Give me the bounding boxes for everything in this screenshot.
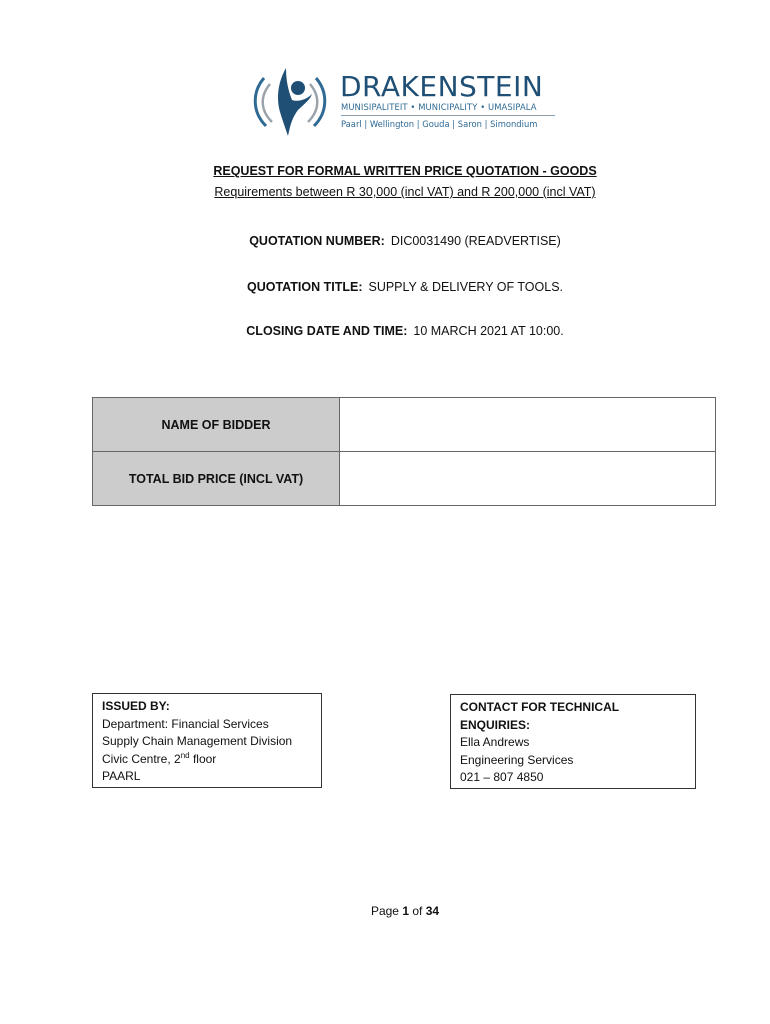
closing-date-label: CLOSING DATE AND TIME: [246,324,408,338]
issued-by-department: Department: Financial Services [102,716,269,731]
quotation-number [0,234,770,248]
drakenstein-logo [250,64,570,138]
contact-title: CONTACT FOR TECHNICAL ENQUIRIES: [460,700,619,732]
logo-towns: Paarl | Wellington | Gouda | Saron | Simondium [341,119,538,129]
total-bid-price-label: TOTAL BID PRICE (INCL VAT) [93,452,340,506]
quotation-title [0,280,770,294]
bidder-name-label: NAME OF BIDDER [93,398,340,452]
closing-date-value: 10 MARCH 2021 AT 10:00. [413,324,564,338]
logo-divider [341,115,555,116]
table-row [93,398,716,452]
contact-department: Engineering Services [460,752,574,767]
issued-by-division: Supply Chain Management Division [102,734,293,748]
quotation-number-label: QUOTATION NUMBER: [249,234,385,248]
page-number [0,904,770,918]
bidder-name-field[interactable] [340,398,716,452]
technical-contact-box [450,694,696,789]
bidder-table [92,397,716,506]
total-bid-price-field[interactable] [340,452,716,506]
issued-by-address [102,751,312,769]
issued-by-title: ISSUED BY: [102,699,170,713]
logo-subtitle: MUNISIPALITEIT • MUNICIPALITY • UMASIPALA [341,102,537,112]
drakenstein-figure-icon [250,64,330,138]
issued-by-city: PAARL [102,769,141,783]
page-of: of [409,904,426,918]
document-subtitle: Requirements between R 30,000 (incl VAT) and R 200,000 (incl VAT) [214,185,596,199]
table-row [93,452,716,506]
document-title: REQUEST FOR FORMAL WRITTEN PRICE QUOTATION - GOODS [213,164,597,178]
page-current: 1 [402,904,409,918]
closing-date [0,324,770,338]
address-ordinal: nd [180,750,190,760]
contact-name: Ella Andrews [460,735,530,749]
page-prefix: Page [370,904,403,918]
quotation-title-value: SUPPLY & DELIVERY OF TOOLS. [368,280,564,294]
page-total: 34 [425,904,440,918]
quotation-title-label: QUOTATION TITLE: [246,280,363,294]
contact-phone: 021 – 807 4850 [460,770,544,784]
issued-by-box [92,693,322,788]
quotation-number-value: DIC0031490 (READVERTISE) [390,234,561,248]
address-text: Civic Centre, 2 [102,751,181,766]
address-floor: floor [189,751,217,766]
logo-wordmark: DRAKENSTEIN [340,70,544,103]
